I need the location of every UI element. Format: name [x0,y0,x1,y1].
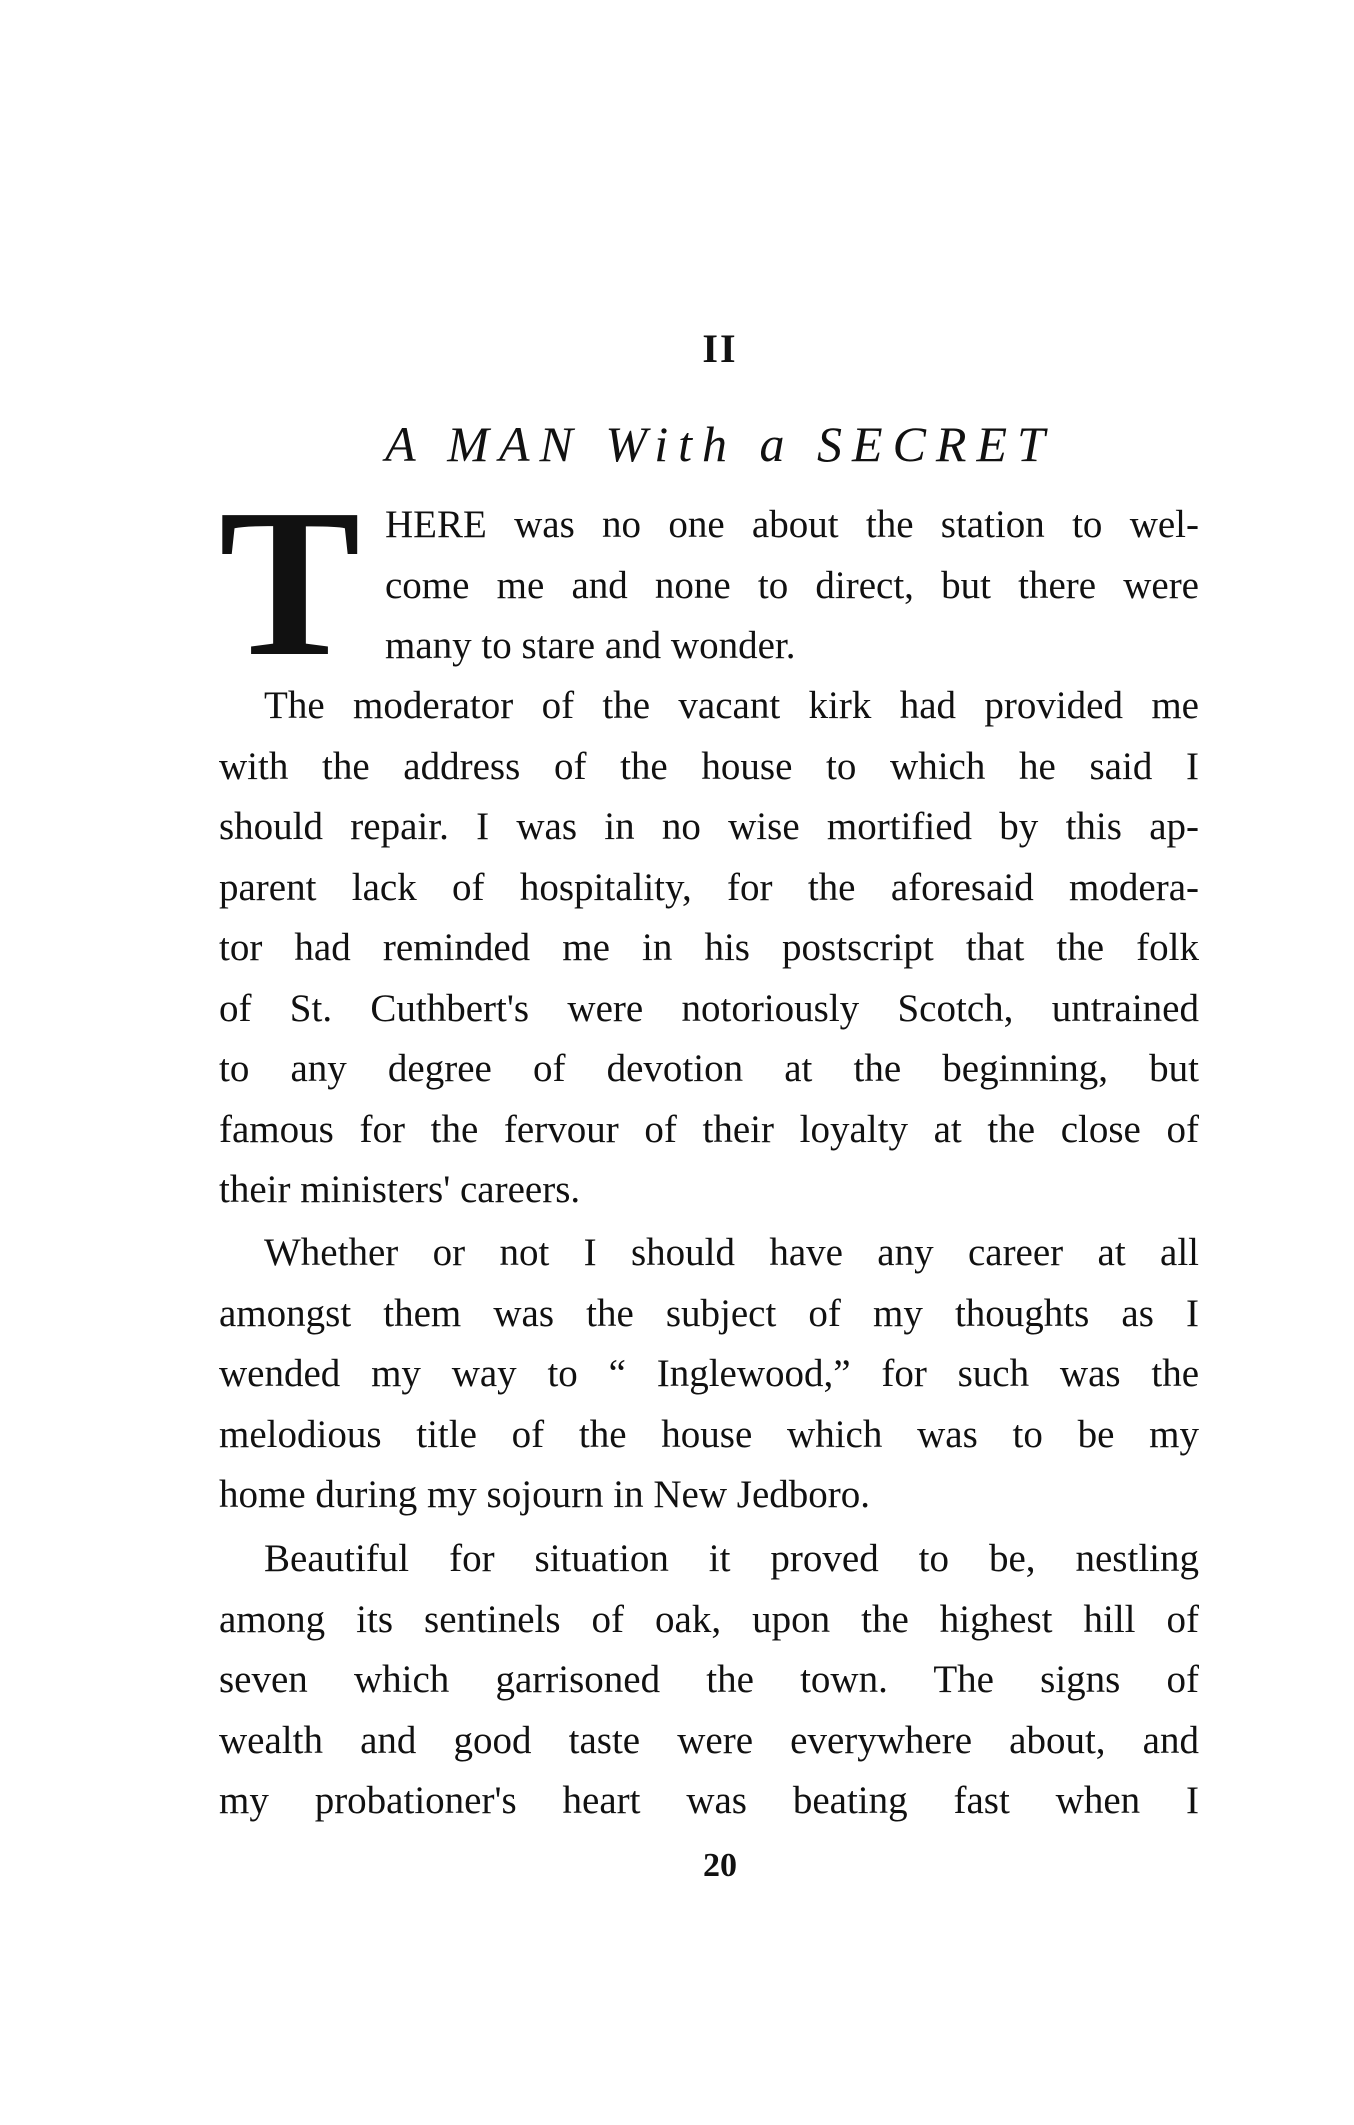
text-line: their ministers' careers. [219,1168,581,1211]
text-line: seven which garrisoned the town. The signs of [219,1658,1199,1701]
chapter-title: A MAN With a SECRET [385,416,1055,472]
paragraph-4 [219,1529,1199,1832]
paragraph-2 [219,676,1199,1221]
page-number: 20 [703,1847,737,1884]
text-line: come me and none to direct, but there were [385,563,1199,607]
text-line: tor had reminded me in his postscript that the folk [219,926,1199,969]
text-line: wended my way to “ Inglewood,” for such was the [219,1352,1199,1395]
text-line: should repair. I was in no wise mortified by this ap- [219,805,1199,848]
chapter-number: II [702,326,738,371]
text-line: home during my sojourn in New Jedboro. [219,1473,871,1516]
text-line: famous for the fervour of their loyalty at the close of [219,1107,1199,1151]
text-line: among its sentinels of oak, upon the highest hill of [219,1597,1199,1641]
text-line: amongst them was the subject of my thoughts as I [219,1291,1199,1335]
drop-cap-letter: T [219,465,361,700]
text-line: HERE was no one about the station to wel- [385,503,1199,546]
text-line: with the address of the house to which he said I [219,744,1199,788]
paragraph-3 [219,1223,1199,1526]
text-line: many to stare and wonder. [385,624,796,667]
text-line: my probationer's heart was beating fast when I [219,1779,1199,1822]
text-line: melodious title of the house which was to be my [219,1412,1199,1456]
opening-paragraph [385,495,1199,677]
text-line: Whether or not I should have any career at all [264,1231,1199,1274]
text-line: The moderator of the vacant kirk had provided me [264,684,1199,727]
text-line: to any degree of devotion at the beginning, but [219,1047,1199,1090]
text-line: Beautiful for situation it proved to be, nestling [264,1537,1199,1580]
text-line: of St. Cuthbert's were notoriously Scotch, untrained [219,986,1199,1030]
text-line: wealth and good taste were everywhere about, and [219,1718,1199,1762]
text-line: parent lack of hospitality, for the aforesaid modera- [219,865,1199,909]
